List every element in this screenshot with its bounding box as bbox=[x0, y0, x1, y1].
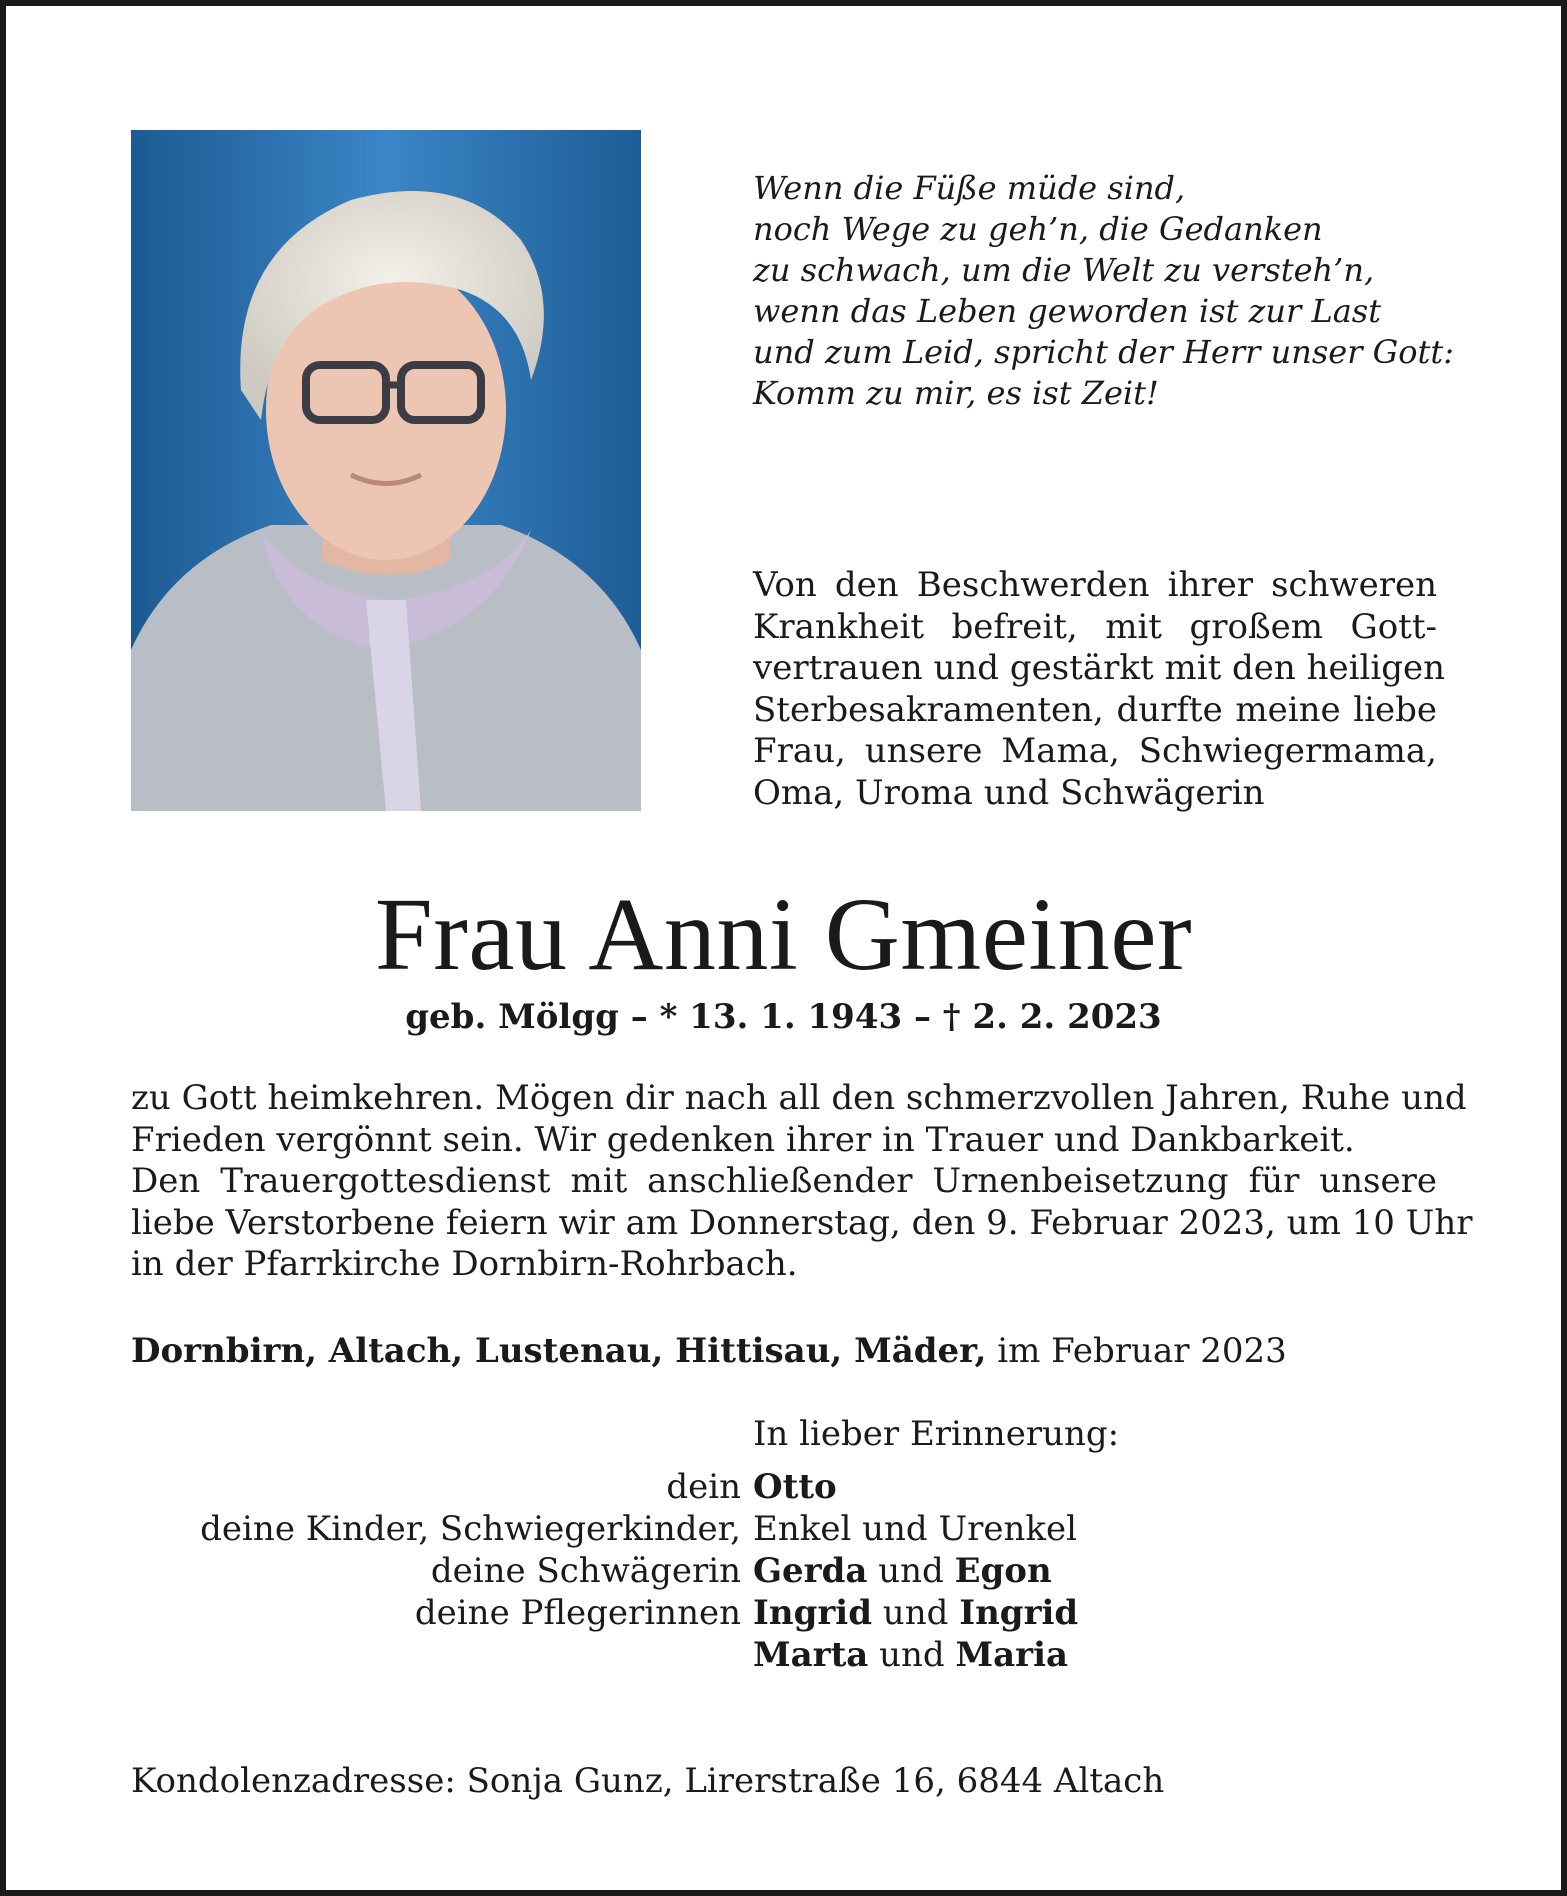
signer-name: Maria bbox=[955, 1635, 1069, 1675]
signer-name: Egon bbox=[954, 1551, 1052, 1591]
signer-and: und bbox=[867, 1551, 955, 1591]
intro-line: Sterbesakramenten, durfte meine liebe bbox=[753, 689, 1437, 730]
portrait-photo bbox=[131, 130, 641, 811]
signer-value: Enkel und Urenkel bbox=[753, 1509, 1078, 1549]
condolence-address: Kondolenzadresse: Sonja Gunz, Lirerstraße 16, 6844 Altach bbox=[131, 1761, 1165, 1801]
signer-name: Gerda bbox=[753, 1551, 868, 1591]
poem-line: Wenn die Füße müde sind, bbox=[753, 169, 1186, 207]
signer-row bbox=[131, 1592, 1437, 1634]
signer-name: Ingrid bbox=[753, 1593, 872, 1633]
poem-line: Komm zu mir, es ist Zeit! bbox=[753, 374, 1159, 412]
signer-row bbox=[131, 1466, 1437, 1508]
signers-list bbox=[131, 1466, 1437, 1676]
intro-line: vertrauen und gestärkt mit den heiligen bbox=[753, 648, 1446, 688]
signer-name: Marta bbox=[753, 1635, 869, 1675]
signer-value bbox=[753, 1550, 1052, 1592]
memory-heading: In lieber Erinnerung: bbox=[753, 1414, 1120, 1454]
poem-line: zu schwach, um die Welt zu versteh’n, bbox=[753, 251, 1375, 289]
body-line: zu Gott heimkehren. Mögen dir nach all den schmerzvollen Jahren, Ruhe und bbox=[131, 1078, 1467, 1118]
poem-line: und zum Leid, spricht der Herr unser Gott: bbox=[753, 333, 1454, 371]
signer-name: Otto bbox=[753, 1467, 837, 1507]
body-line: in der Pfarrkirche Dornbirn-Rohrbach. bbox=[131, 1244, 798, 1284]
signer-row bbox=[131, 1634, 1437, 1676]
body-text bbox=[131, 1078, 1473, 1286]
deceased-dates: geb. Mölgg – * 13. 1. 1943 – † 2. 2. 2023 bbox=[405, 997, 1162, 1037]
intro-line: Frau, unsere Mama, Schwiegermama, bbox=[753, 731, 1437, 771]
signer-value bbox=[753, 1592, 1078, 1634]
signer-and: und bbox=[868, 1635, 956, 1675]
poem-line: wenn das Leben geworden ist zur Last bbox=[753, 292, 1382, 330]
signer-row bbox=[131, 1508, 1437, 1550]
body-line: Den Trauergottesdienst mit anschließender Urnenbeisetzung für unsere bbox=[131, 1161, 1437, 1201]
body-line: liebe Verstorbene feiern wir am Donnerstag, den 9. Februar 2023, um 10 Uhr bbox=[131, 1202, 1473, 1243]
signer-row bbox=[131, 1550, 1437, 1592]
body-line: Frieden vergönnt sein. Wir gedenken ihrer in Trauer und Dankbarkeit. bbox=[131, 1119, 1355, 1160]
signer-label: deine Schwägerin bbox=[430, 1551, 741, 1591]
intro-text bbox=[753, 565, 1446, 814]
signer-label: dein bbox=[666, 1467, 741, 1507]
intro-line: Krankheit befreit, mit großem Gott- bbox=[753, 606, 1437, 647]
poem-line: noch Wege zu geh’n, die Gedanken bbox=[753, 210, 1323, 248]
deceased-name: Frau Anni Gmeiner bbox=[374, 877, 1193, 992]
signer-label-empty bbox=[131, 1634, 753, 1676]
signer-value bbox=[753, 1634, 1068, 1676]
places-towns: Dornbirn, Altach, Lustenau, Hittisau, Mäder, bbox=[131, 1331, 987, 1371]
intro-line: Von den Beschwerden ihrer schweren bbox=[753, 565, 1437, 605]
signer-name: Ingrid bbox=[959, 1593, 1079, 1633]
signer-label: deine Kinder, Schwiegerkinder, bbox=[200, 1509, 741, 1549]
places-line bbox=[131, 1329, 1287, 1373]
signer-label: deine Pflegerinnen bbox=[414, 1593, 741, 1633]
signer-and: und bbox=[872, 1593, 960, 1633]
places-date: im Februar 2023 bbox=[986, 1331, 1287, 1371]
signer-value bbox=[753, 1466, 837, 1508]
portrait-illustration bbox=[131, 130, 641, 811]
intro-line: Oma, Uroma und Schwägerin bbox=[753, 772, 1265, 813]
poem bbox=[753, 168, 1454, 414]
